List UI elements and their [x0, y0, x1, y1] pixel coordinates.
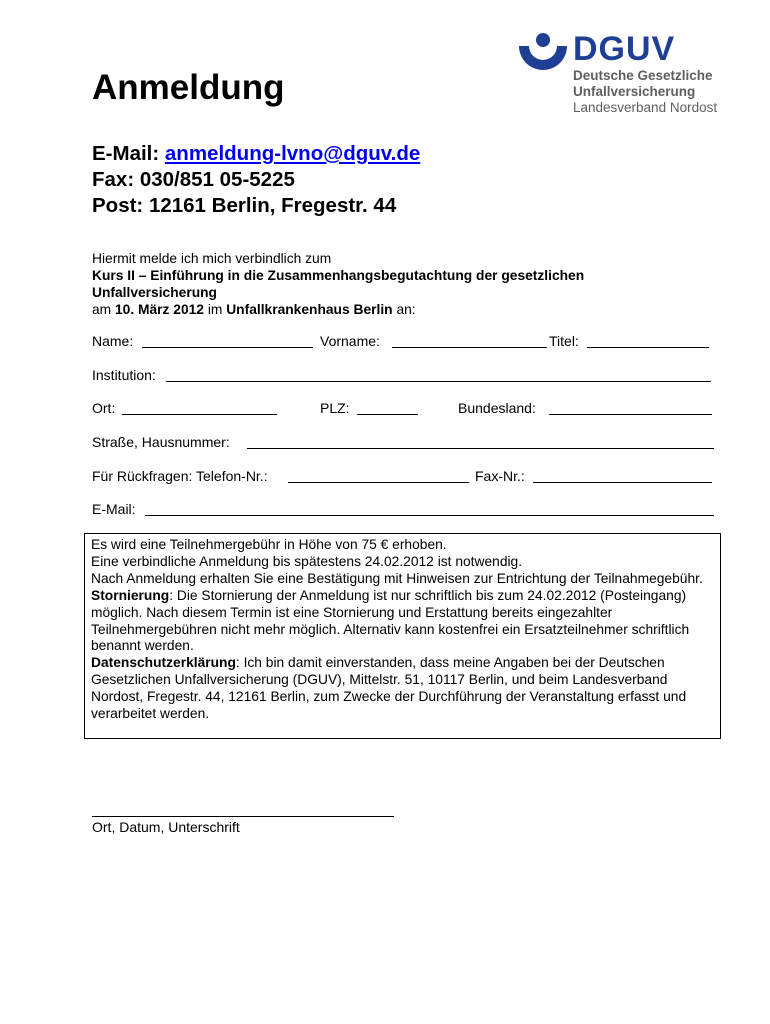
email-label: E-Mail: — [92, 142, 165, 165]
contact-post: Post: 12161 Berlin, Fregestr. 44 — [92, 194, 397, 217]
intro-line: Hiermit melde ich mich verbindlich zum — [92, 251, 332, 266]
vorname-label: Vorname: — [320, 333, 380, 349]
info-box — [84, 533, 721, 739]
plz-field[interactable] — [357, 414, 418, 415]
ort-field[interactable] — [122, 414, 277, 415]
fee-note: Es wird eine Teilnehmergebühr in Höhe von 75 € erhoben. — [91, 537, 447, 552]
contact-fax: Fax: 030/851 05-5225 — [92, 168, 295, 191]
confirmation-note: Nach Anmeldung erhalten Sie eine Bestätigung mit Hinweisen zur Entrichtung der Teilnahmegebühr. — [91, 570, 703, 586]
deadline-note: Eine verbindliche Anmeldung bis spätestens 24.02.2012 ist notwendig. — [91, 553, 523, 569]
name-label: Name: — [92, 333, 134, 349]
logo-line-1: Deutsche Gesetzliche — [573, 68, 713, 83]
fax-label: Fax-Nr.: — [475, 468, 525, 484]
titel-label: Titel: — [549, 333, 579, 349]
name-field[interactable] — [142, 347, 313, 348]
email-link[interactable]: anmeldung-lvno@dguv.de — [164, 142, 421, 165]
strasse-label: Straße, Hausnummer: — [92, 434, 230, 450]
telefon-field[interactable] — [288, 482, 469, 483]
titel-field[interactable] — [587, 347, 709, 348]
institution-field[interactable] — [166, 381, 711, 382]
course-title: Kurs II – Einführung in die Zusammenhangsbegutachtung der gesetzlichen Unfallversicherung — [92, 268, 585, 300]
privacy-note: Datenschutzerklärung: Ich bin damit einverstanden, dass meine Angaben bei der Deutschen Gesetzlichen Unfallversicherung (DGUV), Mittelstr. 51, 10117 Berlin, und beim Landesverband Nordost, Fregestr. 44, 12161 Berlin, zum Zwecke der Durchführung der Veranstaltung erfasst und verarbeitet werden. — [91, 655, 687, 722]
telefon-label: Für Rückfragen: Telefon-Nr.: — [92, 468, 268, 484]
bundesland-label: Bundesland: — [458, 400, 536, 416]
signature-line[interactable] — [92, 816, 394, 817]
logo-line-2: Unfallversicherung — [573, 84, 696, 99]
logo-wordmark: DGUV — [573, 30, 676, 68]
cancellation-note: Stornierung: Die Stornierung der Anmeldung ist nur schriftlich bis zum 24.02.2012 (Posteingang) möglich. Nach diesem Termin ist eine Stornierung und Erstattung bereits eingezahlter Teilnehmergebühren nicht mehr möglich. Alternativ kann kostenfrei ein Ersatzteilnehmer schriftlich benannt werden. — [91, 587, 690, 654]
email-field-label: E-Mail: — [92, 501, 136, 517]
plz-label: PLZ: — [320, 400, 350, 416]
fax-field[interactable] — [533, 482, 712, 483]
page-title: Anmeldung — [92, 68, 285, 107]
dguv-logo-mark-icon — [519, 32, 567, 72]
ort-label: Ort: — [92, 400, 116, 416]
date-line: am 10. März 2012 im Unfallkrankenhaus Berlin an: — [92, 302, 416, 317]
intro-text — [92, 250, 672, 318]
strasse-field[interactable] — [247, 448, 714, 449]
logo-line-3: Landesverband Nordost — [573, 100, 718, 115]
contact-email — [92, 142, 420, 166]
institution-label: Institution: — [92, 367, 156, 383]
bundesland-field[interactable] — [549, 414, 712, 415]
email-input-field[interactable] — [145, 515, 714, 516]
signature-label: Ort, Datum, Unterschrift — [92, 819, 240, 835]
vorname-field[interactable] — [392, 347, 547, 348]
dguv-logo — [519, 32, 719, 116]
